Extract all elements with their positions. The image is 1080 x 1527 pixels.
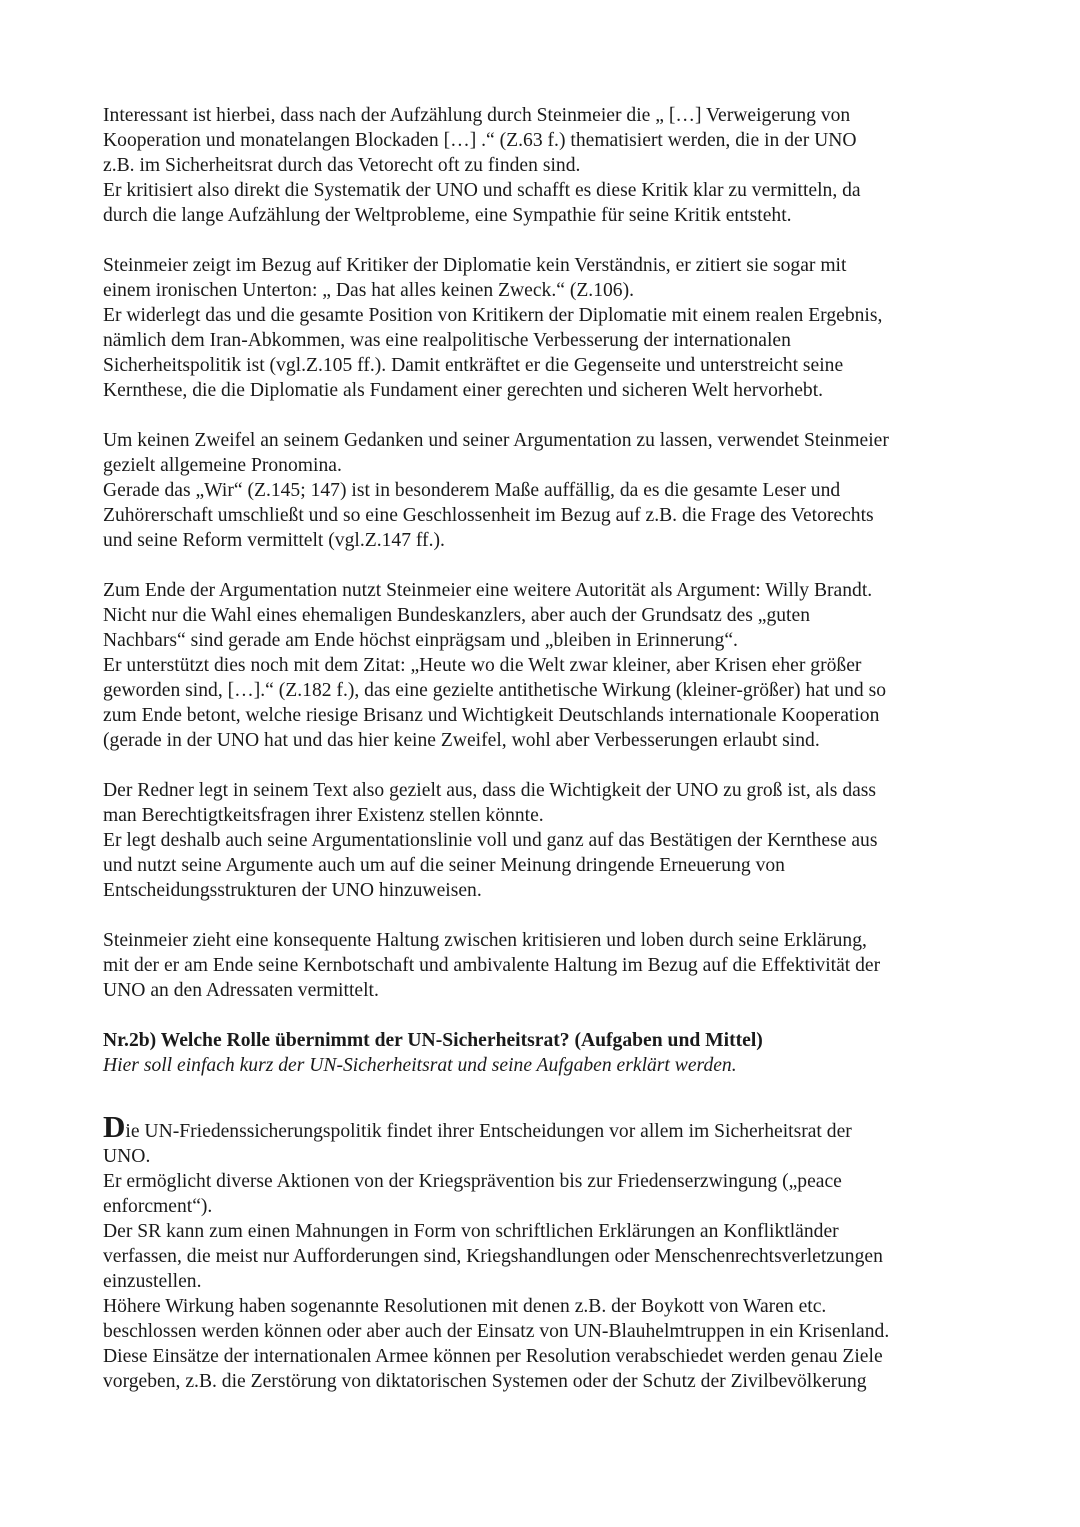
text-line: mit der er am Ende seine Kernbotschaft und ambivalente Haltung im Bezug auf die Effektivität der bbox=[103, 955, 881, 976]
text-line: Kernthese, die die Diplomatie als Fundament einer gerechten und sicheren Welt hervorhebt. bbox=[103, 380, 824, 401]
dropcap-letter: D bbox=[103, 1109, 126, 1144]
paragraph-pronomina bbox=[103, 428, 1020, 553]
text-line: einem ironischen Unterton: „ Das hat alles keinen Zweck.“ (Z.106). bbox=[103, 280, 635, 301]
text-line: Er widerlegt das und die gesamte Position von Kritikern der Diplomatie mit einem realen Ergebnis, bbox=[103, 305, 883, 326]
text-line: und nutzt seine Argumente auch um auf die seiner Meinung dringende Erneuerung von bbox=[103, 855, 785, 876]
text-line: z.B. im Sicherheitsrat durch das Vetorecht oft zu finden sind. bbox=[103, 155, 581, 176]
section-note: Hier soll einfach kurz der UN-Sicherheitsrat und seine Aufgaben erklärt werden. bbox=[103, 1055, 737, 1076]
text-line: und seine Reform vermittelt (vgl.Z.147 ff.). bbox=[103, 530, 445, 551]
text-line: Zum Ende der Argumentation nutzt Steinmeier eine weitere Autorität als Argument: Willy Brandt. bbox=[103, 580, 873, 601]
text-line: verfassen, die meist nur Aufforderungen sind, Kriegshandlungen oder Menschenrechtsverletzungen bbox=[103, 1246, 883, 1267]
text-line-rest: ie UN-Friedenssicherungspolitik findet ihrer Entscheidungen vor allem im Sicherheitsrat der bbox=[125, 1121, 852, 1142]
text-line: UNO an den Adressaten vermittelt. bbox=[103, 980, 379, 1001]
text-line: Höhere Wirkung haben sogenannte Resolutionen mit denen z.B. der Boykott von Waren etc. bbox=[103, 1296, 827, 1317]
text-line: Entscheidungsstrukturen der UNO hinzuweisen. bbox=[103, 880, 482, 901]
text-line: UNO. bbox=[103, 1146, 151, 1167]
text-line: gezielt allgemeine Pronomina. bbox=[103, 455, 342, 476]
text-line: Steinmeier zeigt im Bezug auf Kritiker der Diplomatie kein Verständnis, er zitiert sie sogar mit bbox=[103, 255, 847, 276]
text-line: Er unterstützt dies noch mit dem Zitat: „Heute wo die Welt zwar kleiner, aber Krisen eher größer bbox=[103, 655, 862, 676]
paragraph-redner bbox=[103, 778, 1020, 903]
text-line: Nachbars“ sind gerade am Ende höchst einprägsam und „bleiben in Erinnerung“. bbox=[103, 630, 738, 651]
text-line: einzustellen. bbox=[103, 1271, 202, 1292]
text-line: Zuhörerschaft umschließt und so eine Geschlossenheit im Bezug auf z.B. die Frage des Vetorechts bbox=[103, 505, 874, 526]
text-line: Der SR kann zum einen Mahnungen in Form von schriftlichen Erklärungen an Konfliktländer bbox=[103, 1221, 839, 1242]
text-line: Diese Einsätze der internationalen Armee können per Resolution verabschiedet werden genau Ziele bbox=[103, 1346, 883, 1367]
text-line: zum Ende betont, welche riesige Brisanz und Wichtigkeit Deutschlands internationale Kooperation bbox=[103, 705, 880, 726]
text-line: (gerade in der UNO hat und das hier keine Zweifel, wohl aber Verbesserungen erlaubt sind. bbox=[103, 730, 820, 751]
text-line: beschlossen werden können oder aber auch der Einsatz von UN-Blauhelmtruppen in ein Krisenland. bbox=[103, 1321, 890, 1342]
text-line: nämlich dem Iran-Abkommen, was eine realpolitische Verbesserung der internationalen bbox=[103, 330, 791, 351]
text-line: Interessant ist hierbei, dass nach der Aufzählung durch Steinmeier die „ […] Verweigerung von bbox=[103, 105, 851, 126]
dropcap-line bbox=[103, 1109, 1020, 1144]
text-line: Gerade das „Wir“ (Z.145; 147) ist in besonderem Maße auffällig, da es die gesamte Leser und bbox=[103, 480, 841, 501]
text-line: Kooperation und monatelangen Blockaden […] .“ (Z.63 f.) thematisiert werden, die in der UNO bbox=[103, 130, 857, 151]
section-heading-block bbox=[103, 1028, 1020, 1078]
text-line: Er ermöglicht diverse Aktionen von der Kriegsprävention bis zur Friedenserzwingung („peace bbox=[103, 1171, 842, 1192]
text-line: Nicht nur die Wahl eines ehemaligen Bundeskanzlers, aber auch der Grundsatz des „guten bbox=[103, 605, 810, 626]
paragraph-sicherheitsrat bbox=[103, 1109, 1020, 1394]
section-heading: Nr.2b) Welche Rolle übernimmt der UN-Sicherheitsrat? (Aufgaben und Mittel) bbox=[103, 1030, 763, 1051]
text-line: durch die lange Aufzählung der Weltprobleme, eine Sympathie für seine Kritik entsteht. bbox=[103, 205, 792, 226]
text-line: man Berechtigtkeitsfragen ihrer Existenz stellen könnte. bbox=[103, 805, 544, 826]
text-line: Der Redner legt in seinem Text also gezielt aus, dass die Wichtigkeit der UNO zu groß ist, als dass bbox=[103, 780, 877, 801]
text-line: enforcment“). bbox=[103, 1196, 213, 1217]
paragraph-willy-brandt bbox=[103, 578, 1020, 753]
text-line: geworden sind, […].“ (Z.182 f.), das eine gezielte antithetische Wirkung (kleiner-größer) hat und so bbox=[103, 680, 887, 701]
text-line: vorgeben, z.B. die Zerstörung von diktatorischen Systemen oder der Schutz der Zivilbevölkerung bbox=[103, 1371, 867, 1392]
text-line: Sicherheitspolitik ist (vgl.Z.105 ff.). Damit entkräftet er die Gegenseite und unterstreicht seine bbox=[103, 355, 844, 376]
text-line: Er legt deshalb auch seine Argumentationslinie voll und ganz auf das Bestätigen der Kernthese aus bbox=[103, 830, 878, 851]
text-line: Steinmeier zieht eine konsequente Haltung zwischen kritisieren und loben durch seine Erklärung, bbox=[103, 930, 867, 951]
text-line: Er kritisiert also direkt die Systematik der UNO und schafft es diese Kritik klar zu vermitteln, da bbox=[103, 180, 861, 201]
text-line: Um keinen Zweifel an seinem Gedanken und seiner Argumentation zu lassen, verwendet Steinmeier bbox=[103, 430, 889, 451]
paragraph-diplomatie bbox=[103, 253, 1020, 403]
paragraph-vetorecht bbox=[103, 103, 1020, 228]
paragraph-fazit bbox=[103, 928, 1020, 1003]
